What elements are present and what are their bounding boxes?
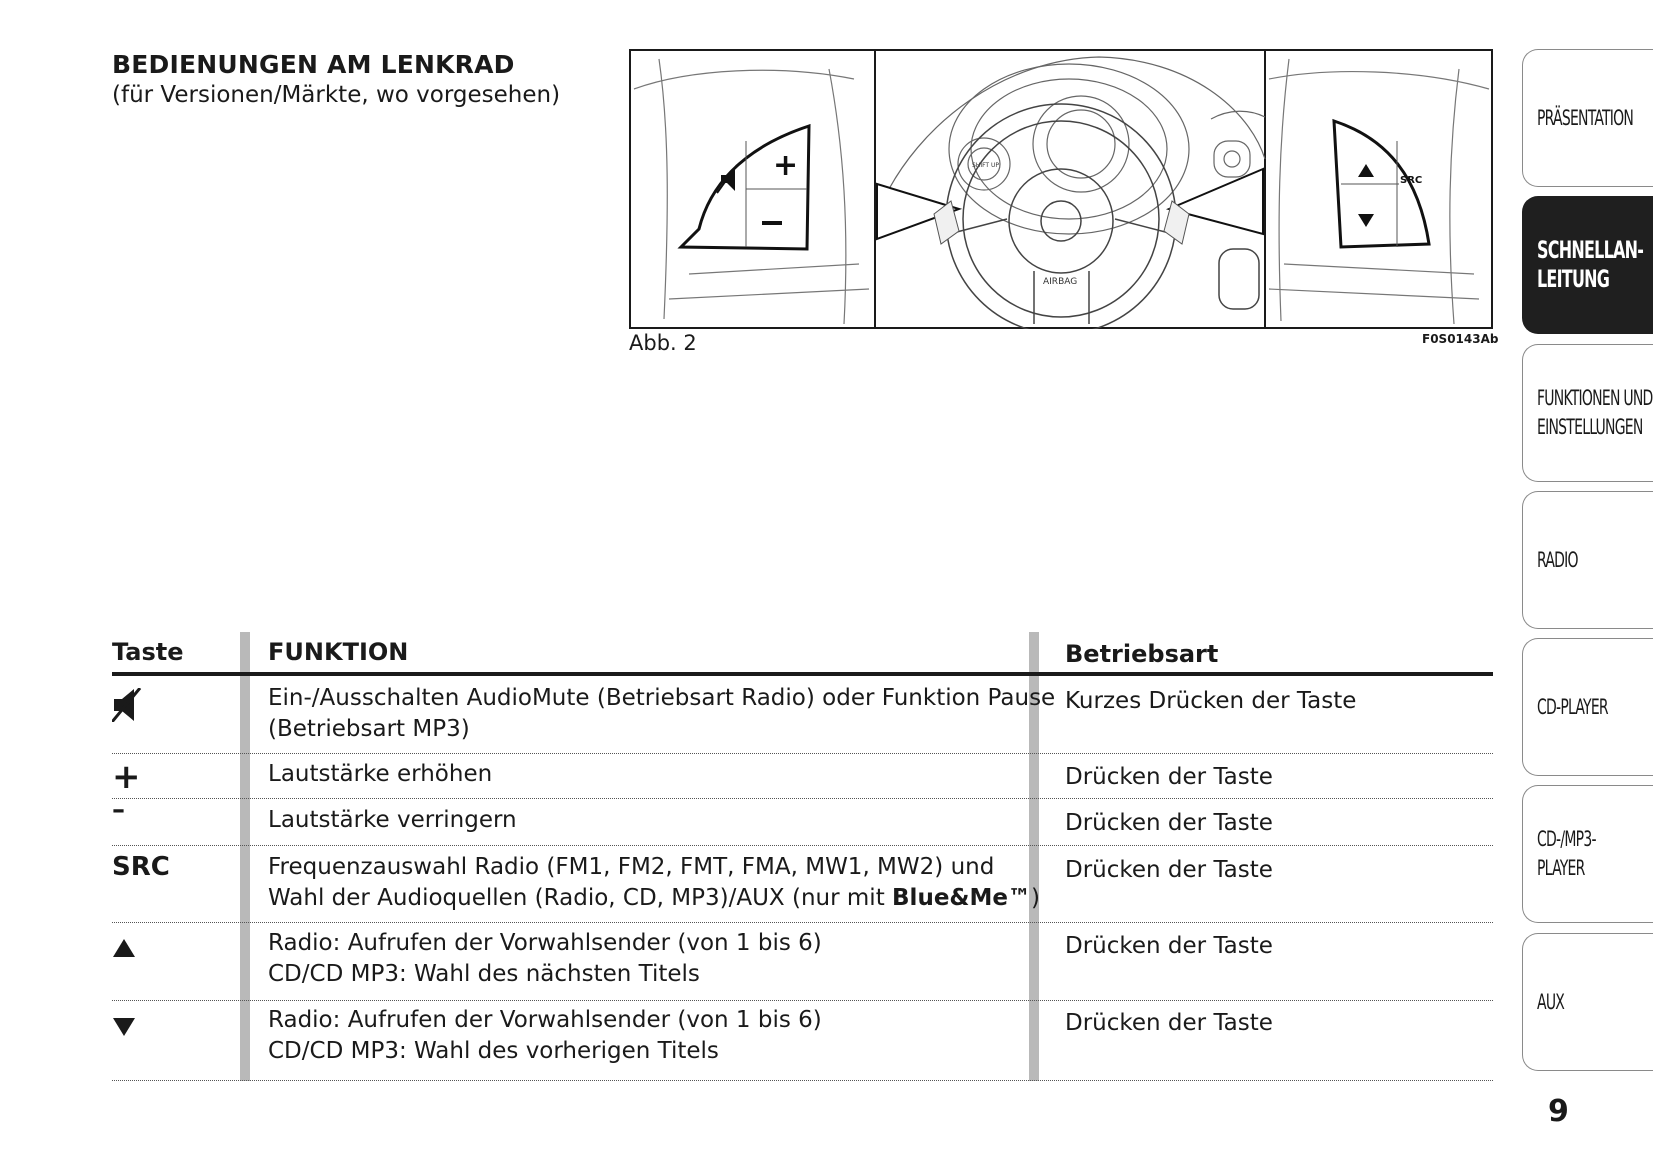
table-row-5-funktion xyxy=(268,928,822,990)
key-up xyxy=(112,938,136,958)
figure-caption: Abb. 2 xyxy=(629,331,697,355)
page-subtitle: (für Versionen/Märkte, wo vorgesehen) xyxy=(112,82,561,108)
table-row-2-betriebsart: Drücken der Taste xyxy=(1065,764,1273,790)
steering-wheel-controls-figure xyxy=(629,49,1493,329)
tab-label: EINSTELLUNGEN xyxy=(1537,415,1643,439)
tab-label: FUNKTIONEN UND xyxy=(1537,386,1653,410)
mute-icon xyxy=(112,688,142,722)
row-divider xyxy=(112,1080,1493,1081)
row-divider xyxy=(112,798,1493,799)
figure-code: F0S0143Ab xyxy=(1422,332,1499,346)
funktion-line: CD/CD MP3: Wahl des nächsten Titels xyxy=(268,961,700,987)
tab-schnellanleitung[interactable] xyxy=(1522,196,1653,334)
table-row-6-funktion xyxy=(268,1005,822,1067)
minus-symbol xyxy=(762,221,782,225)
table-row-4-funktion xyxy=(268,852,1040,914)
funktion-line: Radio: Aufrufen der Vorwahlsender (von 1 bis 6) xyxy=(268,930,822,956)
key-down xyxy=(112,1017,136,1037)
header-rule xyxy=(112,672,1493,676)
table-row-1-betriebsart: Kurzes Drücken der Taste xyxy=(1065,688,1357,714)
tab-label: RADIO xyxy=(1537,547,1578,572)
tab-praesentation[interactable] xyxy=(1522,49,1653,187)
key-plus: + xyxy=(112,757,141,797)
table-row-2-funktion: Lautstärke erhöhen xyxy=(268,761,493,787)
table-row-6-betriebsart: Drücken der Taste xyxy=(1065,1010,1273,1036)
tab-cd-player[interactable] xyxy=(1522,638,1653,776)
tab-funktionen-einstellungen[interactable] xyxy=(1522,344,1653,482)
column-divider-1 xyxy=(240,632,250,1081)
tab-label: PRÄSENTATION xyxy=(1537,105,1634,130)
funktion-line-part: ) xyxy=(1030,885,1040,911)
tab-aux[interactable] xyxy=(1522,933,1653,1071)
tab-label: AUX xyxy=(1537,989,1565,1014)
triangle-down-icon xyxy=(112,1017,136,1037)
funktion-line: Frequenzauswahl Radio (FM1, FM2, FMT, FMA, MW1, MW2) und xyxy=(268,854,995,880)
key-minus: – xyxy=(112,795,125,825)
shift-up-text: SHIFT UP xyxy=(972,162,1000,169)
row-divider xyxy=(112,845,1493,846)
tab-label: CD-/MP3- xyxy=(1537,827,1596,851)
page-title: BEDIENUNGEN AM LENKRAD xyxy=(112,50,515,79)
key-mute xyxy=(112,688,142,722)
row-divider xyxy=(112,922,1493,923)
row-divider xyxy=(112,1000,1493,1001)
tab-cd-mp3-player[interactable] xyxy=(1522,785,1653,923)
table-row-1-funktion xyxy=(268,683,1055,745)
airbag-text: AIRBAG xyxy=(1043,277,1078,287)
table-row-3-funktion: Lautstärke verringern xyxy=(268,807,517,833)
tab-label: LEITUNG xyxy=(1537,265,1610,293)
funktion-line: Radio: Aufrufen der Vorwahlsender (von 1 bis 6) xyxy=(268,1007,822,1033)
triangle-up-icon xyxy=(112,938,136,958)
table-row-3-betriebsart: Drücken der Taste xyxy=(1065,810,1273,836)
header-betriebsart: Betriebsart xyxy=(1065,640,1219,668)
funktion-line: CD/CD MP3: Wahl des vorherigen Titels xyxy=(268,1038,719,1064)
tab-label: PLAYER xyxy=(1537,856,1585,880)
funktion-line-part: Wahl der Audioquellen (Radio, CD, MP3)/AUX (nur mit xyxy=(268,885,893,911)
page-number: 9 xyxy=(1548,1094,1569,1129)
funktion-line xyxy=(268,883,1040,914)
funktion-line: (Betriebsart MP3) xyxy=(268,716,470,742)
funktion-line: Ein-/Ausschalten AudioMute (Betriebsart Radio) oder Funktion Pause xyxy=(268,685,1056,711)
table-row-4-betriebsart: Drücken der Taste xyxy=(1065,857,1273,883)
header-funktion: FUNKTION xyxy=(268,638,409,666)
header-taste: Taste xyxy=(112,638,184,666)
src-text: SRC xyxy=(1400,175,1423,186)
row-divider xyxy=(112,753,1493,754)
table-row-5-betriebsart: Drücken der Taste xyxy=(1065,933,1273,959)
blue-and-me-label: Blue&Me™ xyxy=(892,885,1031,911)
key-src: SRC xyxy=(112,852,170,882)
tab-radio[interactable] xyxy=(1522,491,1653,629)
tab-label: SCHNELLAN- xyxy=(1537,236,1644,264)
tab-label: CD-PLAYER xyxy=(1537,694,1608,719)
plus-symbol: + xyxy=(773,148,799,183)
